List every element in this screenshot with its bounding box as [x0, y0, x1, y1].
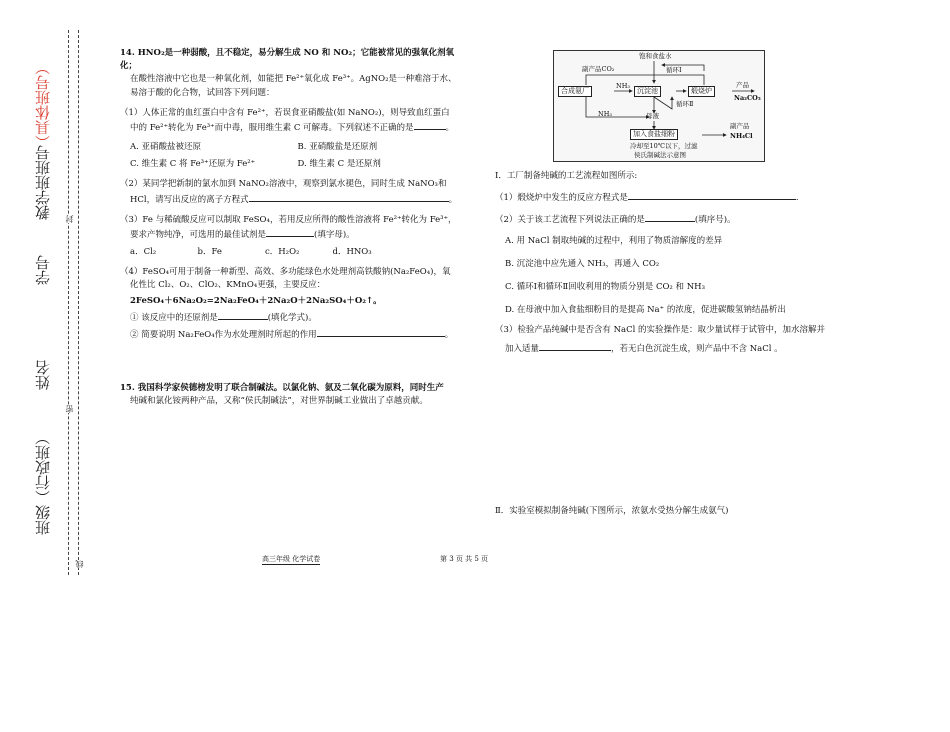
q14-p4-equation: 2FeSO₄＋6Na₂O₂=2Na₂FeO₄＋2Na₂O＋2Na₂SO₄＋O₂↑。: [130, 295, 382, 306]
diagram-nh3-top: NH₃: [616, 82, 630, 90]
q14-part1: [120, 107, 465, 172]
diagram-brine-label: 饱和食盐水: [639, 52, 672, 60]
footer-page-number: 第 3 页 共 5 页: [440, 555, 489, 563]
q15-stem-line1: 15. 我国科学家侯德榜发明了联合制碱法。以氯化钠、氨及二氧化碳为原料，同时生产: [120, 383, 444, 394]
diagram-byproduct-label: 副产品: [730, 122, 750, 130]
diagram-caption: 侯氏制碱法示意图: [634, 151, 686, 159]
answer-blank[interactable]: [645, 212, 695, 222]
q14-p4-sub1: ① 该反应中的还原剂是 (填化学式)。: [120, 310, 465, 325]
answer-blank[interactable]: [266, 227, 314, 237]
hou-process-diagram: [553, 50, 765, 162]
q14-part2: [120, 178, 465, 206]
option-a: a．Cl₂: [130, 247, 157, 258]
q14-p2-line2: HCl，请写出反应的离子方程式 。: [120, 192, 465, 207]
q14-p4-sub2: ② 简要说明 Na₂FeO₄作为水处理剂时所起的作用 。: [120, 327, 465, 342]
q14-part4: [120, 266, 465, 342]
diagram-add-salt: 加入食盐细粉: [630, 129, 678, 140]
q14-p1-line2: 中的 Fe²⁺转化为 Fe³⁺而中毒，服用维生素 C 可解毒。下列叙述不正确的是 。: [120, 120, 465, 135]
left-column: [120, 47, 465, 408]
q14-p4-line1: （4）FeSO₄可用于制备一种新型、高效、多功能绿色水处理剂高铁酸钠(Na₂FeO₄)，氧: [120, 267, 451, 278]
q14-p2-line1: （2）某同学把新制的氯水加到 NaNO₂溶液中，观察到氯水褪色，同时生成 NaNO₃和: [120, 179, 447, 190]
footer-subject: 高三年级 化学试卷: [262, 555, 321, 563]
part1-q3-line2: 加入适量 ，若无白色沉淀生成，则产品中不含 NaCl 。: [495, 341, 840, 356]
part2-heading: Ⅱ．实验室模拟制备纯碱(下图所示，浓氨水受热分解生成氨气): [495, 505, 729, 516]
diagram-co2-label: 副产品CO₂: [582, 65, 615, 73]
q14-p4-line2: 化性比 Cl₂、O₂、ClO₂、KMnO₄更强，主要反应：: [130, 280, 326, 291]
option-d: D. 维生素 C 是还原剂: [297, 159, 381, 170]
option-c: C. 循环Ⅰ和循环Ⅱ回收利用的物质分别是 CO₂ 和 NH₃: [505, 281, 705, 292]
part1-q3-line1: （3）检验产品纯碱中是否含有 NaCl 的实验操作是：取少量试样于试管中，加水溶解并: [495, 325, 826, 336]
class-label: 班级（行政班）: [34, 430, 52, 535]
option-c: c．H₂O₂: [265, 247, 300, 258]
binding-line-outer: [68, 30, 69, 575]
part1-heading: Ⅰ．工厂制备纯碱的工艺流程如图所示:: [495, 171, 638, 181]
q15-stem-line2: 纯碱和氯化铵两种产品，又称“侯氏制碱法”，对世界制碱工业做出了卓越贡献。: [130, 396, 428, 407]
seal-mi: 密: [65, 405, 74, 413]
part1-q1: （1）煅烧炉中发生的反应方程式是 .: [495, 190, 840, 205]
teaching-class-label: 教学班班号: [34, 145, 52, 220]
part1-q2: （2）关于该工艺流程下列说法正确的是 (填序号)。: [495, 212, 840, 227]
question-14-stem: [120, 47, 465, 100]
diagram-settling-tank: 沉淀池: [634, 86, 661, 97]
answer-blank[interactable]: [218, 310, 268, 320]
option-c: C. 维生素 C 将 Fe³⁺还原为 Fe²⁺: [130, 159, 256, 170]
answer-blank[interactable]: [249, 192, 449, 202]
question-15-stem: [120, 382, 465, 408]
binding-line-inner: [78, 30, 79, 575]
answer-blank[interactable]: [539, 341, 611, 351]
option-d: d．HNO₃: [332, 247, 372, 258]
diagram-cool-filter: 冷却至10℃以下，过滤: [630, 142, 698, 150]
teaching-class-hint: （具体班号）: [34, 60, 52, 150]
diagram-cycle2-label: 循环Ⅱ: [676, 100, 694, 108]
option-b: B. 亚硝酸盐是还原剂: [297, 142, 378, 153]
q14-p1-line1: （1）人体正常的血红蛋白中含有 Fe²⁺，若误食亚硝酸盐(如 NaNO₂)，则导致血红蛋白: [120, 107, 450, 118]
binding-sidebar: [28, 30, 86, 575]
q14-p3-options: [120, 246, 400, 259]
diagram-mother-liquor: 母液: [646, 112, 659, 120]
option-b: B. 沉淀池中应先通入 NH₃，再通入 CO₂: [505, 258, 660, 269]
q14-stem-line3: 易溶于酸的化合物，试回答下列问题：: [130, 87, 275, 98]
answer-blank[interactable]: [628, 190, 796, 200]
option-a: A. 亚硝酸盐被还原: [130, 142, 202, 153]
q14-p1-options-cd: [120, 158, 465, 171]
option-b: b．Fe: [197, 247, 222, 258]
q14-part3: [120, 214, 465, 260]
name-label: 姓名: [34, 360, 52, 390]
seal-xian: 线: [75, 560, 84, 568]
answer-blank[interactable]: [414, 120, 446, 130]
answer-blank[interactable]: [317, 327, 445, 337]
diagram-byproduct-formula: NH₄Cl: [730, 132, 753, 140]
option-a: A. 用 NaCl 制取纯碱的过程中，利用了物质溶解度的差异: [505, 235, 723, 246]
diagram-ammonia-plant: 合成氨厂: [558, 86, 592, 97]
diagram-cycle1-label: 循环Ⅰ: [666, 66, 682, 74]
option-d: D. 在母液中加入食盐细粉目的是提高 Na⁺ 的浓度，促进碳酸氢钠结晶析出: [505, 305, 786, 316]
diagram-nh3-bottom: NH₃: [598, 110, 612, 118]
diagram-calciner: 煅烧炉: [688, 86, 715, 97]
diagram-product-label: 产品: [736, 81, 749, 89]
q14-stem-line2: 在酸性溶液中它也是一种氧化剂，如能把 Fe²⁺氧化成 Fe³⁺。AgNO₂是一种难溶于水、: [130, 74, 457, 85]
q14-p3-line2: 要求产物纯净，可选用的最佳试剂是 (填字母)。: [120, 227, 465, 242]
right-column: [495, 170, 840, 518]
diagram-product-formula: Na₂CO₃: [734, 94, 761, 102]
q14-p1-options-ab: [120, 141, 465, 154]
seal-feng: 封: [65, 215, 74, 223]
student-id-label: 学号: [34, 255, 52, 285]
q14-p3-line1: （3）Fe 与稀硫酸反应可以制取 FeSO₄，若用反应所得的酸性溶液将 Fe²⁺转化为 Fe³⁺，: [120, 214, 457, 225]
q14-stem-line1: 14. HNO₂是一种弱酸，且不稳定，易分解生成 NO 和 NO₂；它能被常见的强氧化剂氧化；: [120, 48, 455, 72]
